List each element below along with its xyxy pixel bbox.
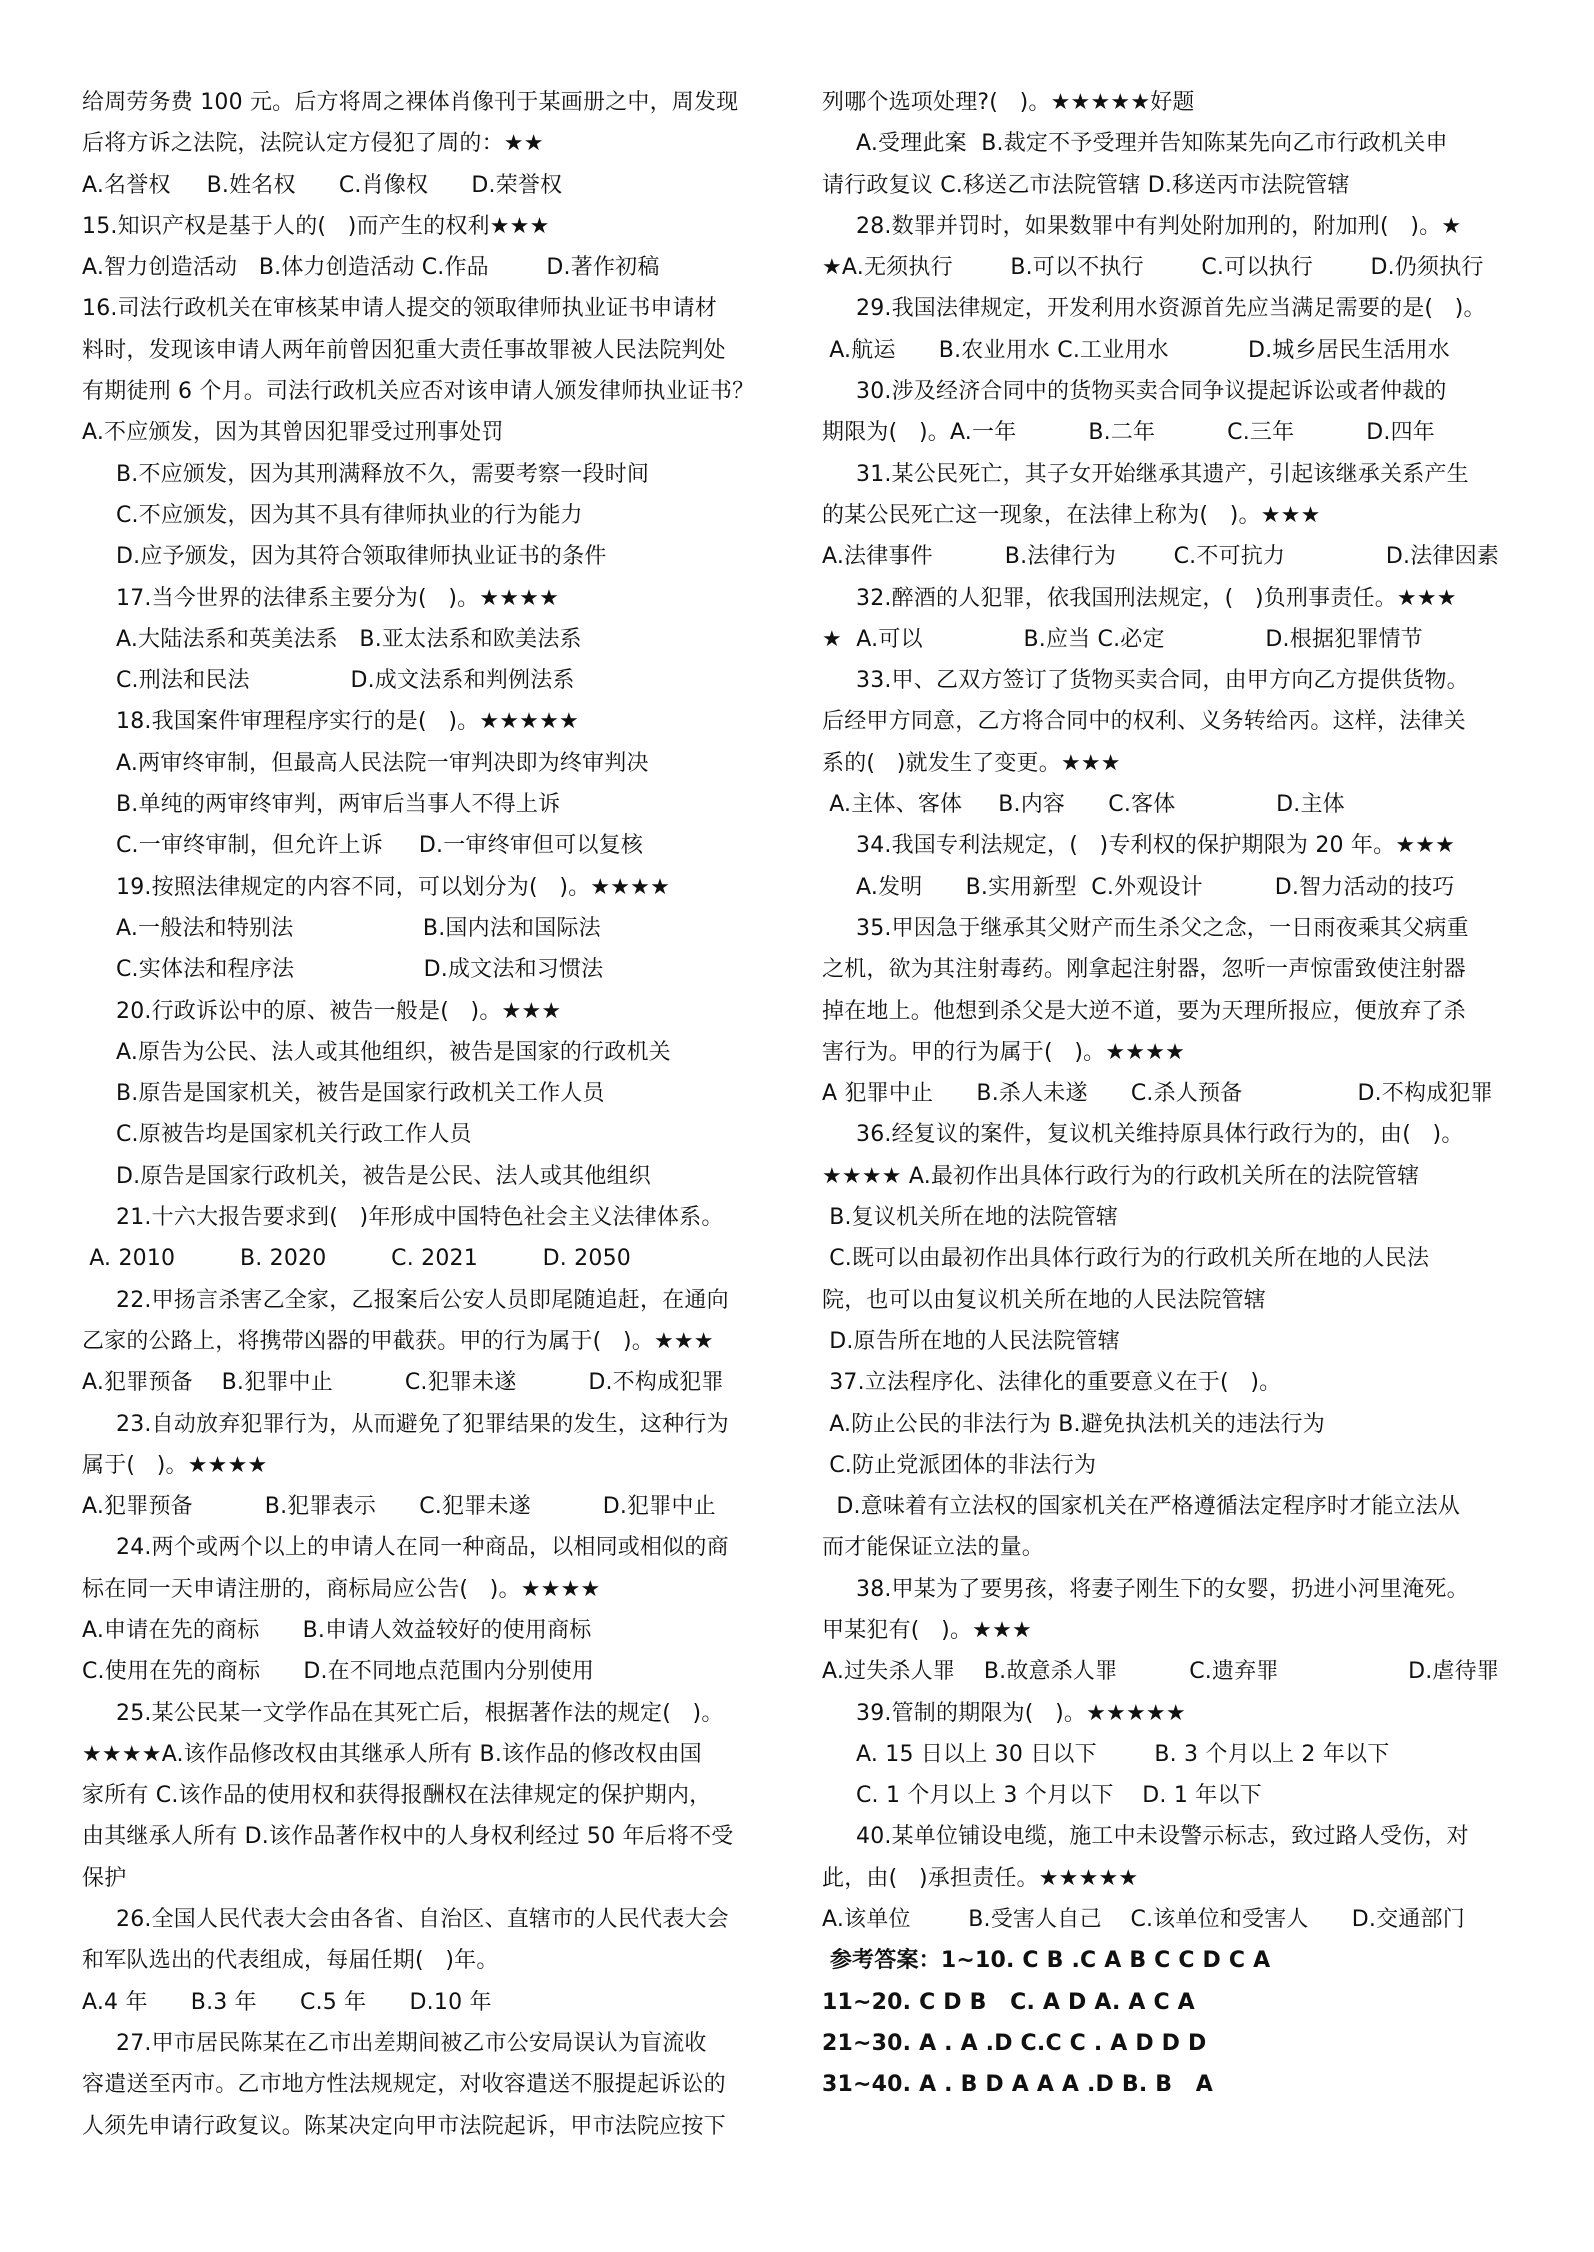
text-line: A.主体、客体 B.内容 C.客体 D.主体 — [822, 792, 1345, 818]
text-line: A.申请在先的商标 B.申请人效益较好的使用商标 — [82, 1617, 592, 1643]
text-line: 请行政复议 C.移送乙市法院管辖 D.移送丙市法院管辖 — [822, 172, 1350, 198]
text-line: 系的( )就发生了变更。★★★ — [822, 750, 1121, 776]
text-line: A.该单位 B.受害人自己 C.该单位和受害人 D.交通部门 — [822, 1907, 1465, 1933]
text-line: A.发明 B.实用新型 C.外观设计 D.智力活动的技巧 — [856, 874, 1455, 900]
text-line: 后经甲方同意，乙方将合同中的权利、义务转给丙。这样，法律关 — [822, 709, 1466, 735]
text-line: B.不应颁发，因为其刑满释放不久，需要考察一段时间 — [116, 461, 650, 487]
text-line: B.复议机关所在地的法院管辖 — [822, 1205, 1119, 1231]
text-line: A.不应颁发，因为其曾因犯罪受过刑事处罚 — [82, 420, 504, 446]
text-line: A 犯罪中止 B.杀人未遂 C.杀人预备 D.不构成犯罪 — [822, 1081, 1493, 1107]
text-line: 15.知识产权是基于人的( )而产生的权利★★★ — [82, 213, 550, 239]
text-line: 掉在地上。他想到杀父是大逆不道，要为天理所报应，便放弃了杀 — [822, 998, 1466, 1024]
text-line: A.名誉权 B.姓名权 C.肖像权 D.荣誉权 — [82, 172, 563, 198]
text-line: ★ A.可以 B.应当 C.必定 D.根据犯罪情节 — [822, 626, 1423, 652]
right-column — [822, 82, 1522, 2106]
text-line: A.一般法和特别法 B.国内法和国际法 — [116, 915, 601, 941]
text-line: A.大陆法系和英美法系 B.亚太法系和欧美法系 — [116, 626, 582, 652]
text-line: 甲某犯有( )。★★★ — [822, 1617, 1032, 1643]
text-line: A.智力创造活动 B.体力创造活动 C.作品 D.著作初稿 — [82, 255, 660, 281]
text-line: D.原告所在地的人民法院管辖 — [822, 1328, 1120, 1354]
text-line: A.法律事件 B.法律行为 C.不可抗力 D.法律因素 — [822, 544, 1500, 570]
text-line: 27.甲市居民陈某在乙市出差期间被乙市公安局误认为盲流收 — [116, 2030, 707, 2056]
text-line: 32.醉酒的人犯罪，依我国刑法规定，( )负刑事责任。★★★ — [856, 585, 1457, 611]
text-line: 期限为( )。A.一年 B.二年 C.三年 D.四年 — [822, 420, 1435, 446]
text-line: 保护 — [82, 1865, 127, 1891]
text-line: 28.数罪并罚时，如果数罪中有判处附加刑的，附加刑( )。★ — [856, 213, 1462, 239]
text-line: B.原告是国家机关，被告是国家行政机关工作人员 — [116, 1081, 605, 1107]
text-line: A.防止公民的非法行为 B.避免执法机关的违法行为 — [822, 1411, 1325, 1437]
text-line: D.应予颁发，因为其符合领取律师执业证书的条件 — [116, 544, 607, 570]
text-line: A.犯罪预备 B.犯罪中止 C.犯罪未遂 D.不构成犯罪 — [82, 1370, 724, 1396]
text-line: 26.全国人民代表大会由各省、自治区、直辖市的人民代表大会 — [116, 1907, 729, 1933]
text-line: A.受理此案 B.裁定不予受理并告知陈某先向乙市行政机关申 — [856, 131, 1448, 157]
text-line: C.防止党派团体的非法行为 — [822, 1452, 1097, 1478]
answer-key-line: 21~30. A . A .D C.C C . A D D D — [822, 2030, 1207, 2056]
text-line: C.不应颁发，因为其不具有律师执业的行为能力 — [116, 502, 583, 528]
text-line: 而才能保证立法的量。 — [822, 1535, 1045, 1561]
text-line: D.原告是国家行政机关，被告是公民、法人或其他组织 — [116, 1163, 651, 1189]
answer-key-line: 11~20. C D B C. A D A. A C A — [822, 1989, 1195, 2015]
text-line: 37.立法程序化、法律化的重要意义在于( )。 — [822, 1370, 1282, 1396]
text-line: 有期徒刑 6 个月。司法行政机关应否对该申请人颁发律师执业证书？ — [82, 379, 755, 405]
text-line: C.原被告均是国家机关行政工作人员 — [116, 1122, 472, 1148]
text-line: ★A.无须执行 B.可以不执行 C.可以执行 D.仍须执行 — [822, 255, 1484, 281]
text-line: A.原告为公民、法人或其他组织，被告是国家的行政机关 — [116, 1039, 671, 1065]
text-line: 家所有 C.该作品的使用权和获得报酬权在法律规定的保护期内， — [82, 1783, 712, 1809]
text-line: A. 15 日以上 30 日以下 B. 3 个月以上 2 年以下 — [856, 1741, 1390, 1767]
text-line: 16.司法行政机关在审核某申请人提交的领取律师执业证书申请材 — [82, 296, 717, 322]
text-line: A.犯罪预备 B.犯罪表示 C.犯罪未遂 D.犯罪中止 — [82, 1494, 716, 1520]
text-line: A.航运 B.农业用水 C.工业用水 D.城乡居民生活用水 — [822, 337, 1450, 363]
text-line: C.一审终审制，但允许上诉 D.一审终审但可以复核 — [116, 833, 644, 859]
text-line: A.过失杀人罪 B.故意杀人罪 C.遗弃罪 D.虐待罪 — [822, 1659, 1500, 1685]
text-line: 给周劳务费 100 元。后方将周之裸体肖像刊于某画册之中，周发现 — [82, 90, 739, 115]
answer-key-line: 31~40. A . B D A A A .D B. B A — [822, 2072, 1214, 2098]
text-line: 标在同一天申请注册的，商标局应公告( )。★★★★ — [82, 1576, 601, 1602]
text-line: 院，也可以由复议机关所在地的人民法院管辖 — [822, 1287, 1267, 1313]
text-line: ★★★★A.该作品修改权由其继承人所有 B.该作品的修改权由国 — [82, 1741, 702, 1767]
text-line: 料时，发现该申请人两年前曾因犯重大责任事故罪被人民法院判处 — [82, 337, 726, 363]
text-line: 23.自动放弃犯罪行为，从而避免了犯罪结果的发生，这种行为 — [116, 1411, 729, 1437]
text-line: 33.甲、乙双方签订了货物买卖合同，由甲方向乙方提供货物。 — [856, 668, 1469, 694]
text-line: 38.甲某为了要男孩，将妻子刚生下的女婴，扔进小河里淹死。 — [856, 1576, 1469, 1602]
text-line: C. 1 个月以上 3 个月以下 D. 1 年以下 — [856, 1783, 1262, 1809]
text-line: 和军队选出的代表组成，每届任期( )年。 — [82, 1948, 499, 1974]
text-line: 乙家的公路上，将携带凶器的甲截获。甲的行为属于( )。★★★ — [82, 1328, 714, 1354]
text-line: 36.经复议的案件，复议机关维持原具体行政行为的，由( )。 — [856, 1122, 1464, 1148]
text-line: 30.涉及经济合同中的货物买卖合同争议提起诉讼或者仲裁的 — [856, 379, 1447, 405]
text-line: A.两审终审制，但最高人民法院一审判决即为终审判决 — [116, 750, 649, 776]
text-line: 19.按照法律规定的内容不同，可以划分为( )。★★★★ — [116, 874, 671, 900]
text-line: C.既可以由最初作出具体行政行为的行政机关所在地的人民法 — [822, 1246, 1430, 1272]
text-line: 之机，欲为其注射毒药。刚拿起注射器，忽听一声惊雷致使注射器 — [822, 957, 1466, 983]
text-line: 21.十六大报告要求到( )年形成中国特色社会主义法律体系。 — [116, 1205, 724, 1231]
text-line: 容遣送至丙市。乙市地方性法规规定，对收容遣送不服提起诉讼的 — [82, 2072, 726, 2098]
left-column — [82, 82, 782, 2147]
text-line: 由其继承人所有 D.该作品著作权中的人身权利经过 50 年后将不受 — [82, 1824, 734, 1850]
text-line: 22.甲扬言杀害乙全家，乙报案后公安人员即尾随追赶，在通向 — [116, 1287, 729, 1313]
text-line: C.使用在先的商标 D.在不同地点范围内分别使用 — [82, 1659, 595, 1685]
text-line: 害行为。甲的行为属于( )。★★★★ — [822, 1039, 1186, 1065]
text-line: 34.我国专利法规定，( )专利权的保护期限为 20 年。★★★ — [856, 833, 1456, 859]
text-line: 的某公民死亡这一现象，在法律上称为( )。★★★ — [822, 502, 1321, 528]
text-line: A.4 年 B.3 年 C.5 年 D.10 年 — [82, 1989, 492, 2015]
text-line: 35.甲因急于继承其父财产而生杀父之念，一日雨夜乘其父病重 — [856, 915, 1469, 941]
text-line: 24.两个或两个以上的申请人在同一种商品，以相同或相似的商 — [116, 1535, 729, 1561]
text-line: D.意味着有立法权的国家机关在严格遵循法定程序时才能立法从 — [822, 1494, 1461, 1520]
text-line: ★★★★ A.最初作出具体行政行为的行政机关所在的法院管辖 — [822, 1163, 1420, 1189]
text-line: 31.某公民死亡，其子女开始继承其遗产，引起该继承关系产生 — [856, 461, 1469, 487]
text-line: 17.当今世界的法律系主要分为( )。★★★★ — [116, 585, 560, 611]
text-line: B.单纯的两审终审判，两审后当事人不得上诉 — [116, 792, 561, 818]
text-line: 39.管制的期限为( )。★★★★★ — [856, 1700, 1186, 1726]
text-line: 后将方诉之法院，法院认定方侵犯了周的：★★ — [82, 131, 544, 157]
text-line: C.实体法和程序法 D.成文法和习惯法 — [116, 957, 604, 983]
text-line: A. 2010 B. 2020 C. 2021 D. 2050 — [82, 1246, 631, 1272]
text-line: 40.某单位铺设电缆，施工中未设警示标志，致过路人受伤，对 — [856, 1824, 1469, 1850]
text-line: 此，由( )承担责任。★★★★★ — [822, 1865, 1139, 1891]
text-line: 25.某公民某一文学作品在其死亡后，根据著作法的规定( )。 — [116, 1700, 724, 1726]
text-line: 列哪个选项处理?( )。★★★★★好题 — [822, 90, 1195, 115]
text-line: 29.我国法律规定，开发利用水资源首先应当满足需要的是( )。 — [856, 296, 1486, 322]
text-line: 18.我国案件审理程序实行的是( )。★★★★★ — [116, 709, 579, 735]
text-line: 属于( )。★★★★ — [82, 1452, 268, 1478]
text-line: 人须先申请行政复议。陈某决定向甲市法院起诉，甲市法院应按下 — [82, 2113, 726, 2139]
answer-key-line: 参考答案：1~10. C B .C A B C C D C A — [822, 1948, 1271, 1974]
text-line: 20.行政诉讼中的原、被告一般是( )。★★★ — [116, 998, 562, 1024]
text-line: C.刑法和民法 D.成文法系和判例法系 — [116, 668, 575, 694]
